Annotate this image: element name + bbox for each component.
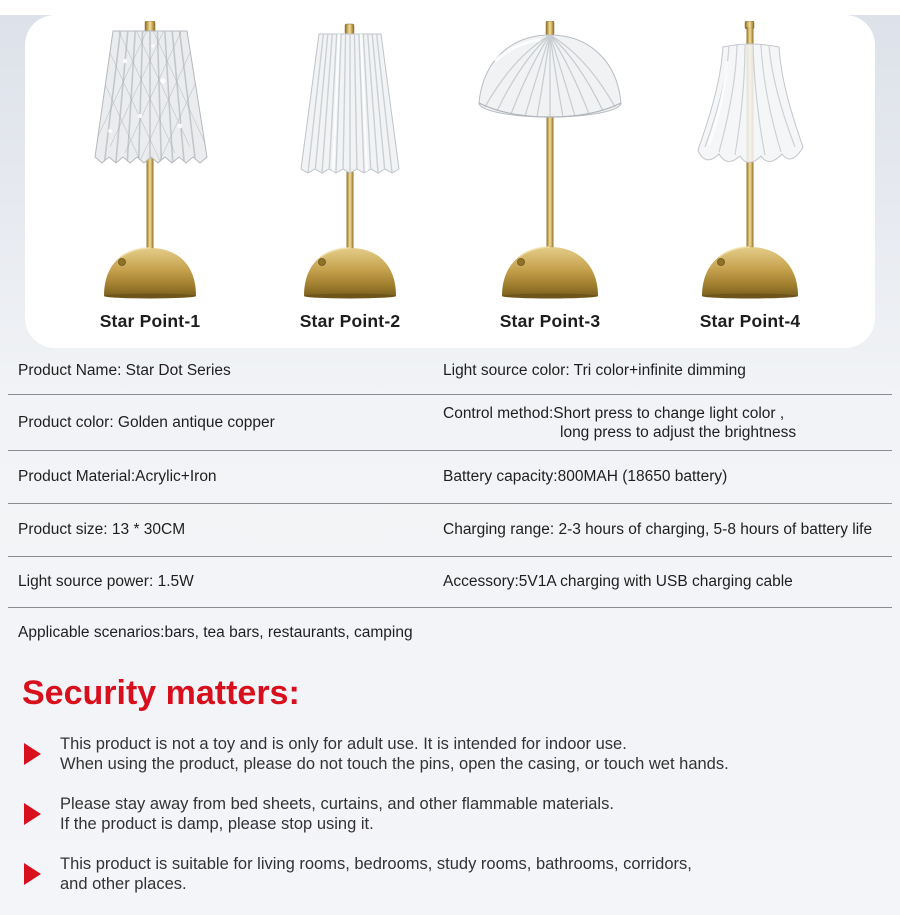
lamp-illustration-crystal xyxy=(55,21,245,303)
spec-cell-right xyxy=(433,404,892,442)
spec-row-material xyxy=(8,451,892,504)
warning-triangle-icon xyxy=(24,863,41,885)
bullet-line: When using the product, please do not touch the pins, open the casing, or touch wet hands. xyxy=(60,755,729,773)
spec-cell-right: Battery capacity:800MAH (18650 battery) xyxy=(443,468,728,485)
control-method-line2: long press to adjust the brightness xyxy=(560,423,797,441)
bullet-line: This product is suitable for living rooms, bedrooms, study rooms, bathrooms, corridors, xyxy=(60,855,692,873)
lamp-label: Star Point-3 xyxy=(499,311,601,331)
spec-cell-left: Product Material:Acrylic+Iron xyxy=(18,468,217,485)
lamp-illustration-dome xyxy=(455,21,645,303)
spec-cell-left: Product Name: Star Dot Series xyxy=(18,362,231,379)
security-bullet-1 xyxy=(22,734,878,774)
bullet-line: If the product is damp, please stop using it. xyxy=(60,815,374,833)
spec-cell-left: Product color: Golden antique copper xyxy=(18,413,275,431)
security-bullet-text xyxy=(60,794,614,834)
lamp-illustration-pleated xyxy=(255,21,445,303)
spec-cell-left: Light source power: 1.5W xyxy=(18,573,194,590)
security-bullet-3 xyxy=(22,854,878,894)
warning-triangle-icon xyxy=(24,743,41,765)
spec-row-name xyxy=(8,348,892,395)
bullet-line: This product is not a toy and is only for adult use. It is intended for indoor use. xyxy=(60,735,627,753)
control-method-line1: Control method:Short press to change light color , xyxy=(443,404,785,422)
lamp-label: Star Point-4 xyxy=(699,311,801,331)
lamp-figure-1 xyxy=(55,21,245,348)
spec-cell-right: Accessory:5V1A charging with USB charging cable xyxy=(443,573,793,590)
bullet-line: Please stay away from bed sheets, curtains, and other flammable materials. xyxy=(60,795,614,813)
security-section xyxy=(22,670,878,894)
product-sheet xyxy=(0,15,900,915)
lamp-label: Star Point-1 xyxy=(99,311,201,331)
spec-row-size xyxy=(8,504,892,557)
product-showcase-card xyxy=(25,15,875,348)
spec-row-power xyxy=(8,557,892,608)
bullet-line: and other places. xyxy=(60,875,187,893)
spec-cell-right: Light source color: Tri color+infinite dimming xyxy=(443,362,746,379)
lamp-label: Star Point-2 xyxy=(299,311,401,331)
lamp-figure-3 xyxy=(455,21,645,348)
security-bullet-text xyxy=(60,854,692,894)
security-bullet-2 xyxy=(22,794,878,834)
spec-cell-left: Product size: 13 * 30CM xyxy=(18,521,186,538)
lamp-figure-2 xyxy=(255,21,445,348)
spec-row-color xyxy=(8,395,892,451)
security-bullet-text xyxy=(60,734,729,774)
spec-table xyxy=(8,348,892,658)
warning-triangle-icon xyxy=(24,803,41,825)
security-heading: Security matters: xyxy=(22,674,300,712)
spec-row-scenarios: Applicable scenarios:bars, tea bars, restaurants, camping xyxy=(18,624,413,641)
lamp-figure-4 xyxy=(655,21,845,348)
lamp-illustration-bell xyxy=(655,21,845,303)
spec-cell-right: Charging range: 2-3 hours of charging, 5-8 hours of battery life xyxy=(443,521,873,538)
